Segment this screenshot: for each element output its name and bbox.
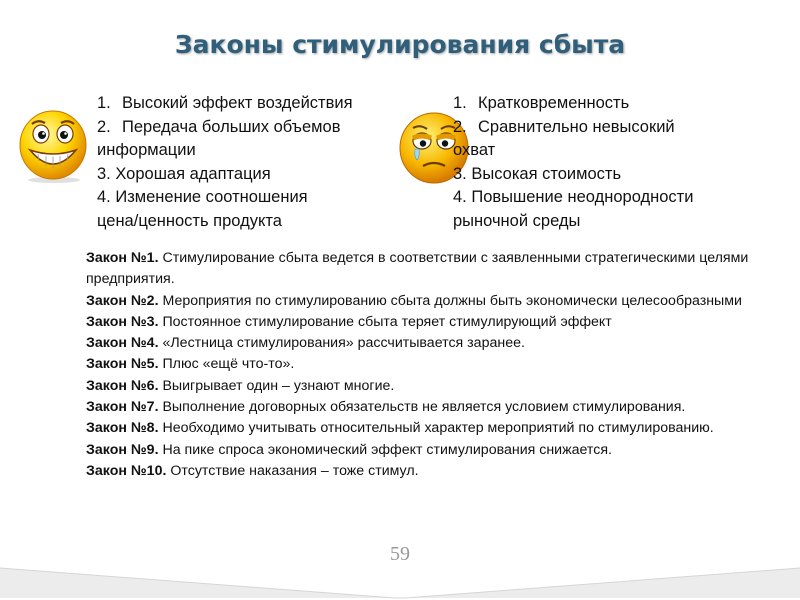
page-number: 59 — [390, 543, 410, 565]
smiley-happy-icon — [18, 108, 88, 184]
slide-title: Законы стимулирования сбыта — [174, 30, 626, 59]
laws-list — [86, 248, 766, 482]
list-item: 4. Повышение неоднородности рыночной среды — [453, 188, 694, 230]
law-item: Закон №7. Выполнение договорных обязательств не является условием стимулирования. — [86, 399, 686, 416]
list-item: 2. Передача больших объемов информации — [97, 117, 341, 159]
law-item: Закон №9. На пике спроса экономический эффект стимулирования снижается. — [86, 441, 612, 458]
advantages-list — [97, 92, 412, 233]
list-item: 4. Изменение соотношения цена/ценность продукта — [97, 188, 308, 230]
list-item: 3. Высокая стоимость — [453, 164, 622, 183]
law-item: Закон №8. Необходимо учитывать относительный характер мероприятий по стимулированию. — [86, 420, 714, 437]
law-item: Закон №5. Плюс «ещё что-то». — [86, 356, 295, 373]
law-item: Закон №1. Стимулирование сбыта ведется в соответствии с заявленными стратегическими целями предприятия. — [86, 250, 749, 288]
bottom-decoration — [0, 560, 800, 600]
list-item: 1. Высокий эффект воздействия — [97, 94, 353, 112]
law-item: Закон №6. Выигрывает один – узнают многие. — [86, 377, 395, 394]
law-item: Закон №3. Постоянное стимулирование сбыта теряет стимулирующий эффект — [86, 313, 612, 330]
list-item: 3. Хорошая адаптация — [97, 164, 271, 183]
disadvantages-list — [453, 92, 763, 233]
law-item: Закон №2. Мероприятия по стимулированию сбыта должны быть экономически целесообразными — [86, 292, 742, 309]
law-item: Закон №4. «Лестница стимулирования» рассчитывается заранее. — [86, 335, 525, 352]
list-item: 2. Сравнительно невысокий охват — [453, 117, 675, 159]
list-item: 1. Кратковременность — [453, 94, 630, 112]
law-item: Закон №10. Отсутствие наказания – тоже стимул. — [86, 462, 419, 479]
